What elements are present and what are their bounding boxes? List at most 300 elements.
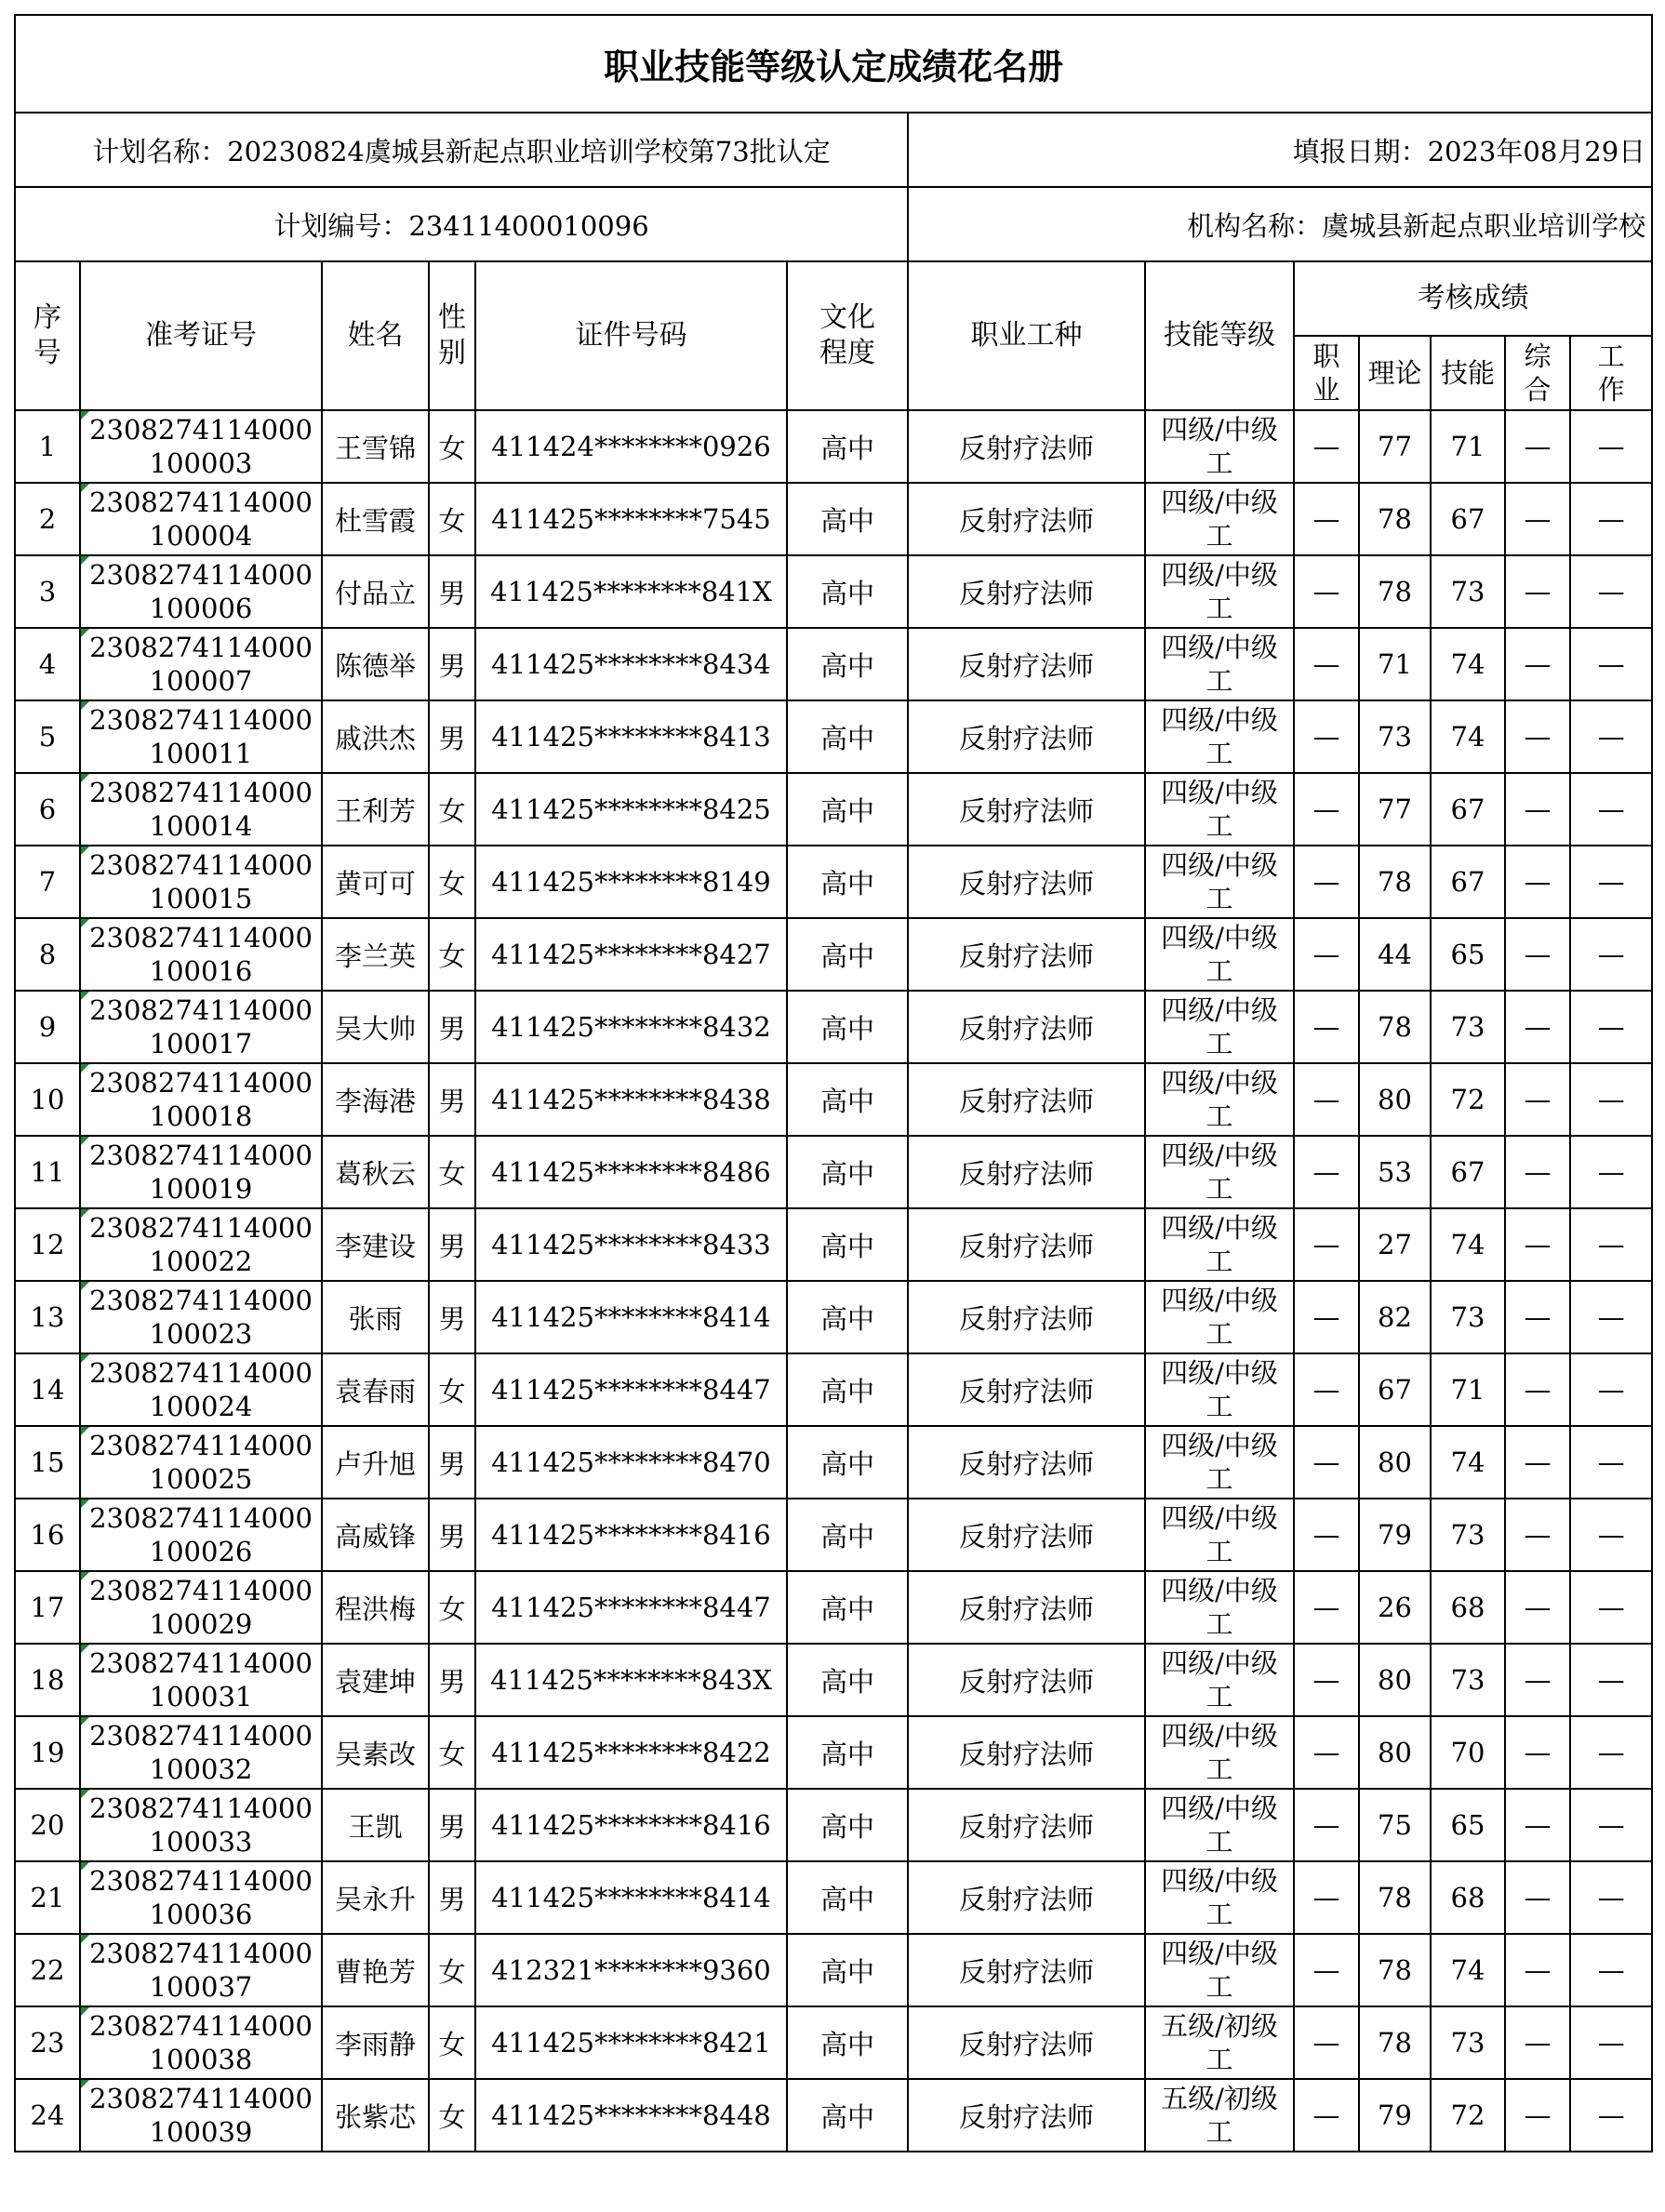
row-score-theory: 80 (1359, 1644, 1431, 1716)
row-score-theory: 78 (1359, 2006, 1431, 2079)
row-id-no: 411425********8486 (475, 1136, 787, 1208)
header-occupation: 职业工种 (908, 261, 1145, 410)
row-seq: 1 (15, 410, 80, 483)
row-score-work: — (1570, 2079, 1652, 2152)
row-name: 高威锋 (322, 1499, 429, 1571)
header-name: 姓名 (322, 261, 429, 410)
row-score-occupational: — (1294, 2079, 1359, 2152)
row-exam-no: 2308274114000100007 (80, 628, 322, 700)
header-exam-no: 准考证号 (80, 261, 322, 410)
row-seq: 20 (15, 1789, 80, 1861)
row-name: 吴素改 (322, 1716, 429, 1789)
row-score-composite: — (1505, 1644, 1570, 1716)
row-id-no: 411425********8427 (475, 918, 787, 991)
row-occupation: 反射疗法师 (908, 1499, 1145, 1571)
row-exam-no: 2308274114000100014 (80, 773, 322, 846)
row-id-no: 411425********8438 (475, 1063, 787, 1136)
row-score-skill: 74 (1431, 700, 1505, 773)
row-score-theory: 53 (1359, 1136, 1431, 1208)
row-score-occupational: — (1294, 918, 1359, 991)
table-row (15, 1644, 1652, 1716)
table-row (15, 1353, 1652, 1426)
row-gender: 女 (429, 918, 475, 991)
row-level: 四级/中级工 (1145, 773, 1294, 846)
row-occupation: 反射疗法师 (908, 1571, 1145, 1644)
row-id-no: 411425********8413 (475, 700, 787, 773)
row-occupation: 反射疗法师 (908, 700, 1145, 773)
row-score-theory: 26 (1359, 1571, 1431, 1644)
row-gender: 男 (429, 1426, 475, 1499)
row-occupation: 反射疗法师 (908, 628, 1145, 700)
row-gender: 男 (429, 1861, 475, 1934)
table-row (15, 555, 1652, 628)
row-level: 四级/中级工 (1145, 1353, 1294, 1426)
row-score-skill: 72 (1431, 1063, 1505, 1136)
header-score-skill: 技能 (1431, 336, 1505, 410)
table-row (15, 2006, 1652, 2079)
row-score-skill: 68 (1431, 1861, 1505, 1934)
row-score-occupational: — (1294, 1281, 1359, 1353)
row-id-no: 411425********8421 (475, 2006, 787, 2079)
row-score-theory: 27 (1359, 1208, 1431, 1281)
row-name: 李建设 (322, 1208, 429, 1281)
table-row (15, 1136, 1652, 1208)
table-row (15, 1571, 1652, 1644)
row-name: 付品立 (322, 555, 429, 628)
header-score-work: 工作 (1570, 336, 1652, 410)
header-level: 技能等级 (1145, 261, 1294, 410)
row-seq: 2 (15, 483, 80, 555)
row-education: 高中 (787, 1063, 908, 1136)
row-score-composite: — (1505, 410, 1570, 483)
row-exam-no: 2308274114000100033 (80, 1789, 322, 1861)
row-score-skill: 65 (1431, 1789, 1505, 1861)
row-occupation: 反射疗法师 (908, 991, 1145, 1063)
row-exam-no: 2308274114000100019 (80, 1136, 322, 1208)
row-level: 四级/中级工 (1145, 628, 1294, 700)
row-education: 高中 (787, 1571, 908, 1644)
row-score-skill: 67 (1431, 483, 1505, 555)
table-row (15, 2079, 1652, 2152)
row-gender: 男 (429, 1063, 475, 1136)
row-score-occupational: — (1294, 1716, 1359, 1789)
plan-name: 计划名称：20230824虞城县新起点职业培训学校第73批认定 (15, 113, 908, 187)
table-row (15, 1789, 1652, 1861)
row-exam-no: 2308274114000100025 (80, 1426, 322, 1499)
row-score-skill: 74 (1431, 1208, 1505, 1281)
table-row (15, 846, 1652, 918)
row-score-occupational: — (1294, 1861, 1359, 1934)
header-id-no: 证件号码 (475, 261, 787, 410)
row-gender: 男 (429, 628, 475, 700)
row-gender: 男 (429, 1499, 475, 1571)
row-score-composite: — (1505, 1136, 1570, 1208)
row-seq: 5 (15, 700, 80, 773)
table-row (15, 918, 1652, 991)
row-occupation: 反射疗法师 (908, 1208, 1145, 1281)
row-score-occupational: — (1294, 1353, 1359, 1426)
row-name: 戚洪杰 (322, 700, 429, 773)
row-level: 四级/中级工 (1145, 1063, 1294, 1136)
row-score-occupational: — (1294, 700, 1359, 773)
row-gender: 男 (429, 1281, 475, 1353)
row-score-composite: — (1505, 1281, 1570, 1353)
row-score-occupational: — (1294, 773, 1359, 846)
row-level: 四级/中级工 (1145, 1136, 1294, 1208)
row-score-work: — (1570, 1716, 1652, 1789)
row-name: 程洪梅 (322, 1571, 429, 1644)
row-level: 五级/初级工 (1145, 2006, 1294, 2079)
row-level: 五级/初级工 (1145, 2079, 1294, 2152)
table-row (15, 1716, 1652, 1789)
row-education: 高中 (787, 1861, 908, 1934)
row-occupation: 反射疗法师 (908, 918, 1145, 991)
row-education: 高中 (787, 1281, 908, 1353)
row-score-composite: — (1505, 1789, 1570, 1861)
row-score-occupational: — (1294, 1789, 1359, 1861)
row-education: 高中 (787, 1353, 908, 1426)
row-score-work: — (1570, 846, 1652, 918)
row-seq: 22 (15, 1934, 80, 2006)
row-score-theory: 77 (1359, 410, 1431, 483)
row-score-work: — (1570, 991, 1652, 1063)
row-score-skill: 74 (1431, 1934, 1505, 2006)
table-row (15, 483, 1652, 555)
header-scores: 考核成绩 (1294, 261, 1652, 336)
row-score-composite: — (1505, 1353, 1570, 1426)
row-score-composite: — (1505, 1861, 1570, 1934)
row-score-skill: 67 (1431, 773, 1505, 846)
row-gender: 女 (429, 1716, 475, 1789)
row-score-skill: 65 (1431, 918, 1505, 991)
row-score-theory: 77 (1359, 773, 1431, 846)
row-score-occupational: — (1294, 1426, 1359, 1499)
row-name: 袁建坤 (322, 1644, 429, 1716)
row-score-work: — (1570, 1208, 1652, 1281)
row-id-no: 411425********8432 (475, 991, 787, 1063)
header-education: 文化程度 (787, 261, 908, 410)
row-score-skill: 67 (1431, 846, 1505, 918)
row-occupation: 反射疗法师 (908, 846, 1145, 918)
row-score-theory: 71 (1359, 628, 1431, 700)
row-exam-no: 2308274114000100018 (80, 1063, 322, 1136)
row-score-theory: 82 (1359, 1281, 1431, 1353)
row-level: 四级/中级工 (1145, 1571, 1294, 1644)
row-score-skill: 73 (1431, 991, 1505, 1063)
row-name: 卢升旭 (322, 1426, 429, 1499)
row-name: 杜雪霞 (322, 483, 429, 555)
row-id-no: 411425********8414 (475, 1281, 787, 1353)
row-seq: 6 (15, 773, 80, 846)
row-name: 曹艳芳 (322, 1934, 429, 2006)
row-score-skill: 72 (1431, 2079, 1505, 2152)
row-score-theory: 73 (1359, 700, 1431, 773)
row-score-skill: 71 (1431, 410, 1505, 483)
row-exam-no: 2308274114000100003 (80, 410, 322, 483)
row-score-theory: 78 (1359, 1861, 1431, 1934)
row-score-composite: — (1505, 700, 1570, 773)
row-score-theory: 79 (1359, 1499, 1431, 1571)
org-name: 机构名称：虞城县新起点职业培训学校 (908, 187, 1652, 261)
row-education: 高中 (787, 2006, 908, 2079)
row-gender: 女 (429, 846, 475, 918)
row-name: 袁春雨 (322, 1353, 429, 1426)
row-score-work: — (1570, 918, 1652, 991)
row-score-work: — (1570, 2006, 1652, 2079)
row-level: 四级/中级工 (1145, 1716, 1294, 1789)
row-score-skill: 73 (1431, 2006, 1505, 2079)
row-occupation: 反射疗法师 (908, 555, 1145, 628)
row-gender: 男 (429, 1644, 475, 1716)
table-row (15, 1208, 1652, 1281)
row-education: 高中 (787, 1136, 908, 1208)
row-exam-no: 2308274114000100006 (80, 555, 322, 628)
row-score-occupational: — (1294, 483, 1359, 555)
row-score-occupational: — (1294, 1934, 1359, 2006)
header-score-theory: 理论 (1359, 336, 1431, 410)
row-score-work: — (1570, 410, 1652, 483)
row-id-no: 411425********843X (475, 1644, 787, 1716)
row-occupation: 反射疗法师 (908, 773, 1145, 846)
row-score-composite: — (1505, 1571, 1570, 1644)
row-score-theory: 80 (1359, 1426, 1431, 1499)
row-score-composite: — (1505, 1716, 1570, 1789)
row-score-work: — (1570, 1426, 1652, 1499)
row-education: 高中 (787, 846, 908, 918)
row-id-no: 411425********8416 (475, 1789, 787, 1861)
row-exam-no: 2308274114000100015 (80, 846, 322, 918)
row-score-composite: — (1505, 483, 1570, 555)
row-education: 高中 (787, 1716, 908, 1789)
row-score-work: — (1570, 700, 1652, 773)
header-score-occupational: 职业 (1294, 336, 1359, 410)
row-level: 四级/中级工 (1145, 1499, 1294, 1571)
row-education: 高中 (787, 1499, 908, 1571)
plan-number: 计划编号：23411400010096 (15, 187, 908, 261)
row-name: 李海港 (322, 1063, 429, 1136)
row-id-no: 411425********8448 (475, 2079, 787, 2152)
row-level: 四级/中级工 (1145, 410, 1294, 483)
row-score-occupational: — (1294, 555, 1359, 628)
row-level: 四级/中级工 (1145, 991, 1294, 1063)
row-occupation: 反射疗法师 (908, 1281, 1145, 1353)
header-gender: 性别 (429, 261, 475, 410)
row-score-skill: 70 (1431, 1716, 1505, 1789)
row-id-no: 411425********8434 (475, 628, 787, 700)
row-seq: 11 (15, 1136, 80, 1208)
row-score-composite: — (1505, 1426, 1570, 1499)
row-seq: 14 (15, 1353, 80, 1426)
row-id-no: 411425********841X (475, 555, 787, 628)
row-score-skill: 74 (1431, 1426, 1505, 1499)
row-seq: 4 (15, 628, 80, 700)
row-occupation: 反射疗法师 (908, 1353, 1145, 1426)
row-score-work: — (1570, 1789, 1652, 1861)
row-gender: 男 (429, 700, 475, 773)
row-exam-no: 2308274114000100004 (80, 483, 322, 555)
page-title: 职业技能等级认定成绩花名册 (15, 15, 1652, 113)
row-education: 高中 (787, 2079, 908, 2152)
row-id-no: 411425********8414 (475, 1861, 787, 1934)
row-score-composite: — (1505, 628, 1570, 700)
row-score-occupational: — (1294, 1136, 1359, 1208)
row-seq: 8 (15, 918, 80, 991)
row-occupation: 反射疗法师 (908, 483, 1145, 555)
row-score-composite: — (1505, 1063, 1570, 1136)
row-seq: 24 (15, 2079, 80, 2152)
row-level: 四级/中级工 (1145, 1281, 1294, 1353)
table-row (15, 773, 1652, 846)
row-id-no: 411425********8422 (475, 1716, 787, 1789)
row-id-no: 411425********8416 (475, 1499, 787, 1571)
table-row (15, 991, 1652, 1063)
row-occupation: 反射疗法师 (908, 1934, 1145, 2006)
row-education: 高中 (787, 773, 908, 846)
row-id-no: 411425********8149 (475, 846, 787, 918)
row-seq: 3 (15, 555, 80, 628)
row-score-work: — (1570, 1571, 1652, 1644)
row-id-no: 411425********8470 (475, 1426, 787, 1499)
row-exam-no: 2308274114000100023 (80, 1281, 322, 1353)
header-seq: 序号 (15, 261, 80, 410)
row-gender: 女 (429, 1353, 475, 1426)
row-score-work: — (1570, 1934, 1652, 2006)
row-score-skill: 73 (1431, 1281, 1505, 1353)
row-gender: 男 (429, 1789, 475, 1861)
row-score-theory: 79 (1359, 2079, 1431, 2152)
row-exam-no: 2308274114000100016 (80, 918, 322, 991)
row-level: 四级/中级工 (1145, 700, 1294, 773)
row-gender: 女 (429, 773, 475, 846)
row-score-skill: 73 (1431, 555, 1505, 628)
row-exam-no: 2308274114000100036 (80, 1861, 322, 1934)
row-occupation: 反射疗法师 (908, 1063, 1145, 1136)
row-score-skill: 74 (1431, 628, 1505, 700)
roster-rows (15, 410, 1652, 2152)
row-name: 张紫芯 (322, 2079, 429, 2152)
row-id-no: 412321********9360 (475, 1934, 787, 2006)
row-exam-no: 2308274114000100017 (80, 991, 322, 1063)
row-gender: 女 (429, 2079, 475, 2152)
row-score-occupational: — (1294, 1571, 1359, 1644)
row-score-skill: 73 (1431, 1644, 1505, 1716)
row-gender: 男 (429, 555, 475, 628)
row-level: 四级/中级工 (1145, 555, 1294, 628)
row-score-occupational: — (1294, 846, 1359, 918)
table-row (15, 1861, 1652, 1934)
row-score-composite: — (1505, 991, 1570, 1063)
row-seq: 9 (15, 991, 80, 1063)
row-gender: 女 (429, 1934, 475, 2006)
row-level: 四级/中级工 (1145, 1789, 1294, 1861)
row-exam-no: 2308274114000100031 (80, 1644, 322, 1716)
row-name: 王凯 (322, 1789, 429, 1861)
row-level: 四级/中级工 (1145, 483, 1294, 555)
row-seq: 23 (15, 2006, 80, 2079)
row-score-work: — (1570, 1644, 1652, 1716)
row-occupation: 反射疗法师 (908, 1861, 1145, 1934)
row-score-composite: — (1505, 918, 1570, 991)
row-exam-no: 2308274114000100026 (80, 1499, 322, 1571)
table-row (15, 700, 1652, 773)
row-score-work: — (1570, 773, 1652, 846)
report-date: 填报日期：2023年08月29日 (908, 113, 1652, 187)
row-score-theory: 78 (1359, 846, 1431, 918)
row-score-composite: — (1505, 2006, 1570, 2079)
row-name: 陈德举 (322, 628, 429, 700)
row-score-occupational: — (1294, 410, 1359, 483)
row-name: 吴永升 (322, 1861, 429, 1934)
row-exam-no: 2308274114000100022 (80, 1208, 322, 1281)
row-education: 高中 (787, 410, 908, 483)
row-score-occupational: — (1294, 628, 1359, 700)
row-score-theory: 67 (1359, 1353, 1431, 1426)
row-id-no: 411425********8433 (475, 1208, 787, 1281)
row-education: 高中 (787, 1789, 908, 1861)
row-exam-no: 2308274114000100029 (80, 1571, 322, 1644)
score-roster-table (14, 14, 1653, 2152)
row-id-no: 411425********8447 (475, 1571, 787, 1644)
row-score-composite: — (1505, 1934, 1570, 2006)
row-gender: 女 (429, 1571, 475, 1644)
table-row (15, 1499, 1652, 1571)
row-score-work: — (1570, 628, 1652, 700)
row-score-occupational: — (1294, 1063, 1359, 1136)
row-id-no: 411424********0926 (475, 410, 787, 483)
row-score-occupational: — (1294, 1499, 1359, 1571)
table-row (15, 1063, 1652, 1136)
row-level: 四级/中级工 (1145, 1861, 1294, 1934)
row-seq: 19 (15, 1716, 80, 1789)
row-score-work: — (1570, 555, 1652, 628)
row-education: 高中 (787, 700, 908, 773)
table-row (15, 410, 1652, 483)
row-score-theory: 80 (1359, 1063, 1431, 1136)
row-gender: 男 (429, 991, 475, 1063)
row-education: 高中 (787, 1644, 908, 1716)
row-level: 四级/中级工 (1145, 1934, 1294, 2006)
row-id-no: 411425********8447 (475, 1353, 787, 1426)
row-score-theory: 44 (1359, 918, 1431, 991)
row-occupation: 反射疗法师 (908, 1716, 1145, 1789)
row-score-work: — (1570, 1353, 1652, 1426)
row-id-no: 411425********7545 (475, 483, 787, 555)
row-education: 高中 (787, 555, 908, 628)
row-name: 葛秋云 (322, 1136, 429, 1208)
row-score-work: — (1570, 1499, 1652, 1571)
row-name: 李雨静 (322, 2006, 429, 2079)
row-score-occupational: — (1294, 991, 1359, 1063)
row-score-theory: 78 (1359, 483, 1431, 555)
row-seq: 10 (15, 1063, 80, 1136)
row-score-theory: 75 (1359, 1789, 1431, 1861)
row-score-theory: 78 (1359, 1934, 1431, 2006)
row-score-composite: — (1505, 555, 1570, 628)
row-score-occupational: — (1294, 1644, 1359, 1716)
row-seq: 18 (15, 1644, 80, 1716)
row-education: 高中 (787, 483, 908, 555)
row-score-skill: 67 (1431, 1136, 1505, 1208)
table-row (15, 1934, 1652, 2006)
row-score-skill: 73 (1431, 1499, 1505, 1571)
row-score-work: — (1570, 483, 1652, 555)
row-occupation: 反射疗法师 (908, 1426, 1145, 1499)
table-row (15, 1281, 1652, 1353)
table-row (15, 1426, 1652, 1499)
row-exam-no: 2308274114000100038 (80, 2006, 322, 2079)
row-score-skill: 71 (1431, 1353, 1505, 1426)
row-level: 四级/中级工 (1145, 1426, 1294, 1499)
